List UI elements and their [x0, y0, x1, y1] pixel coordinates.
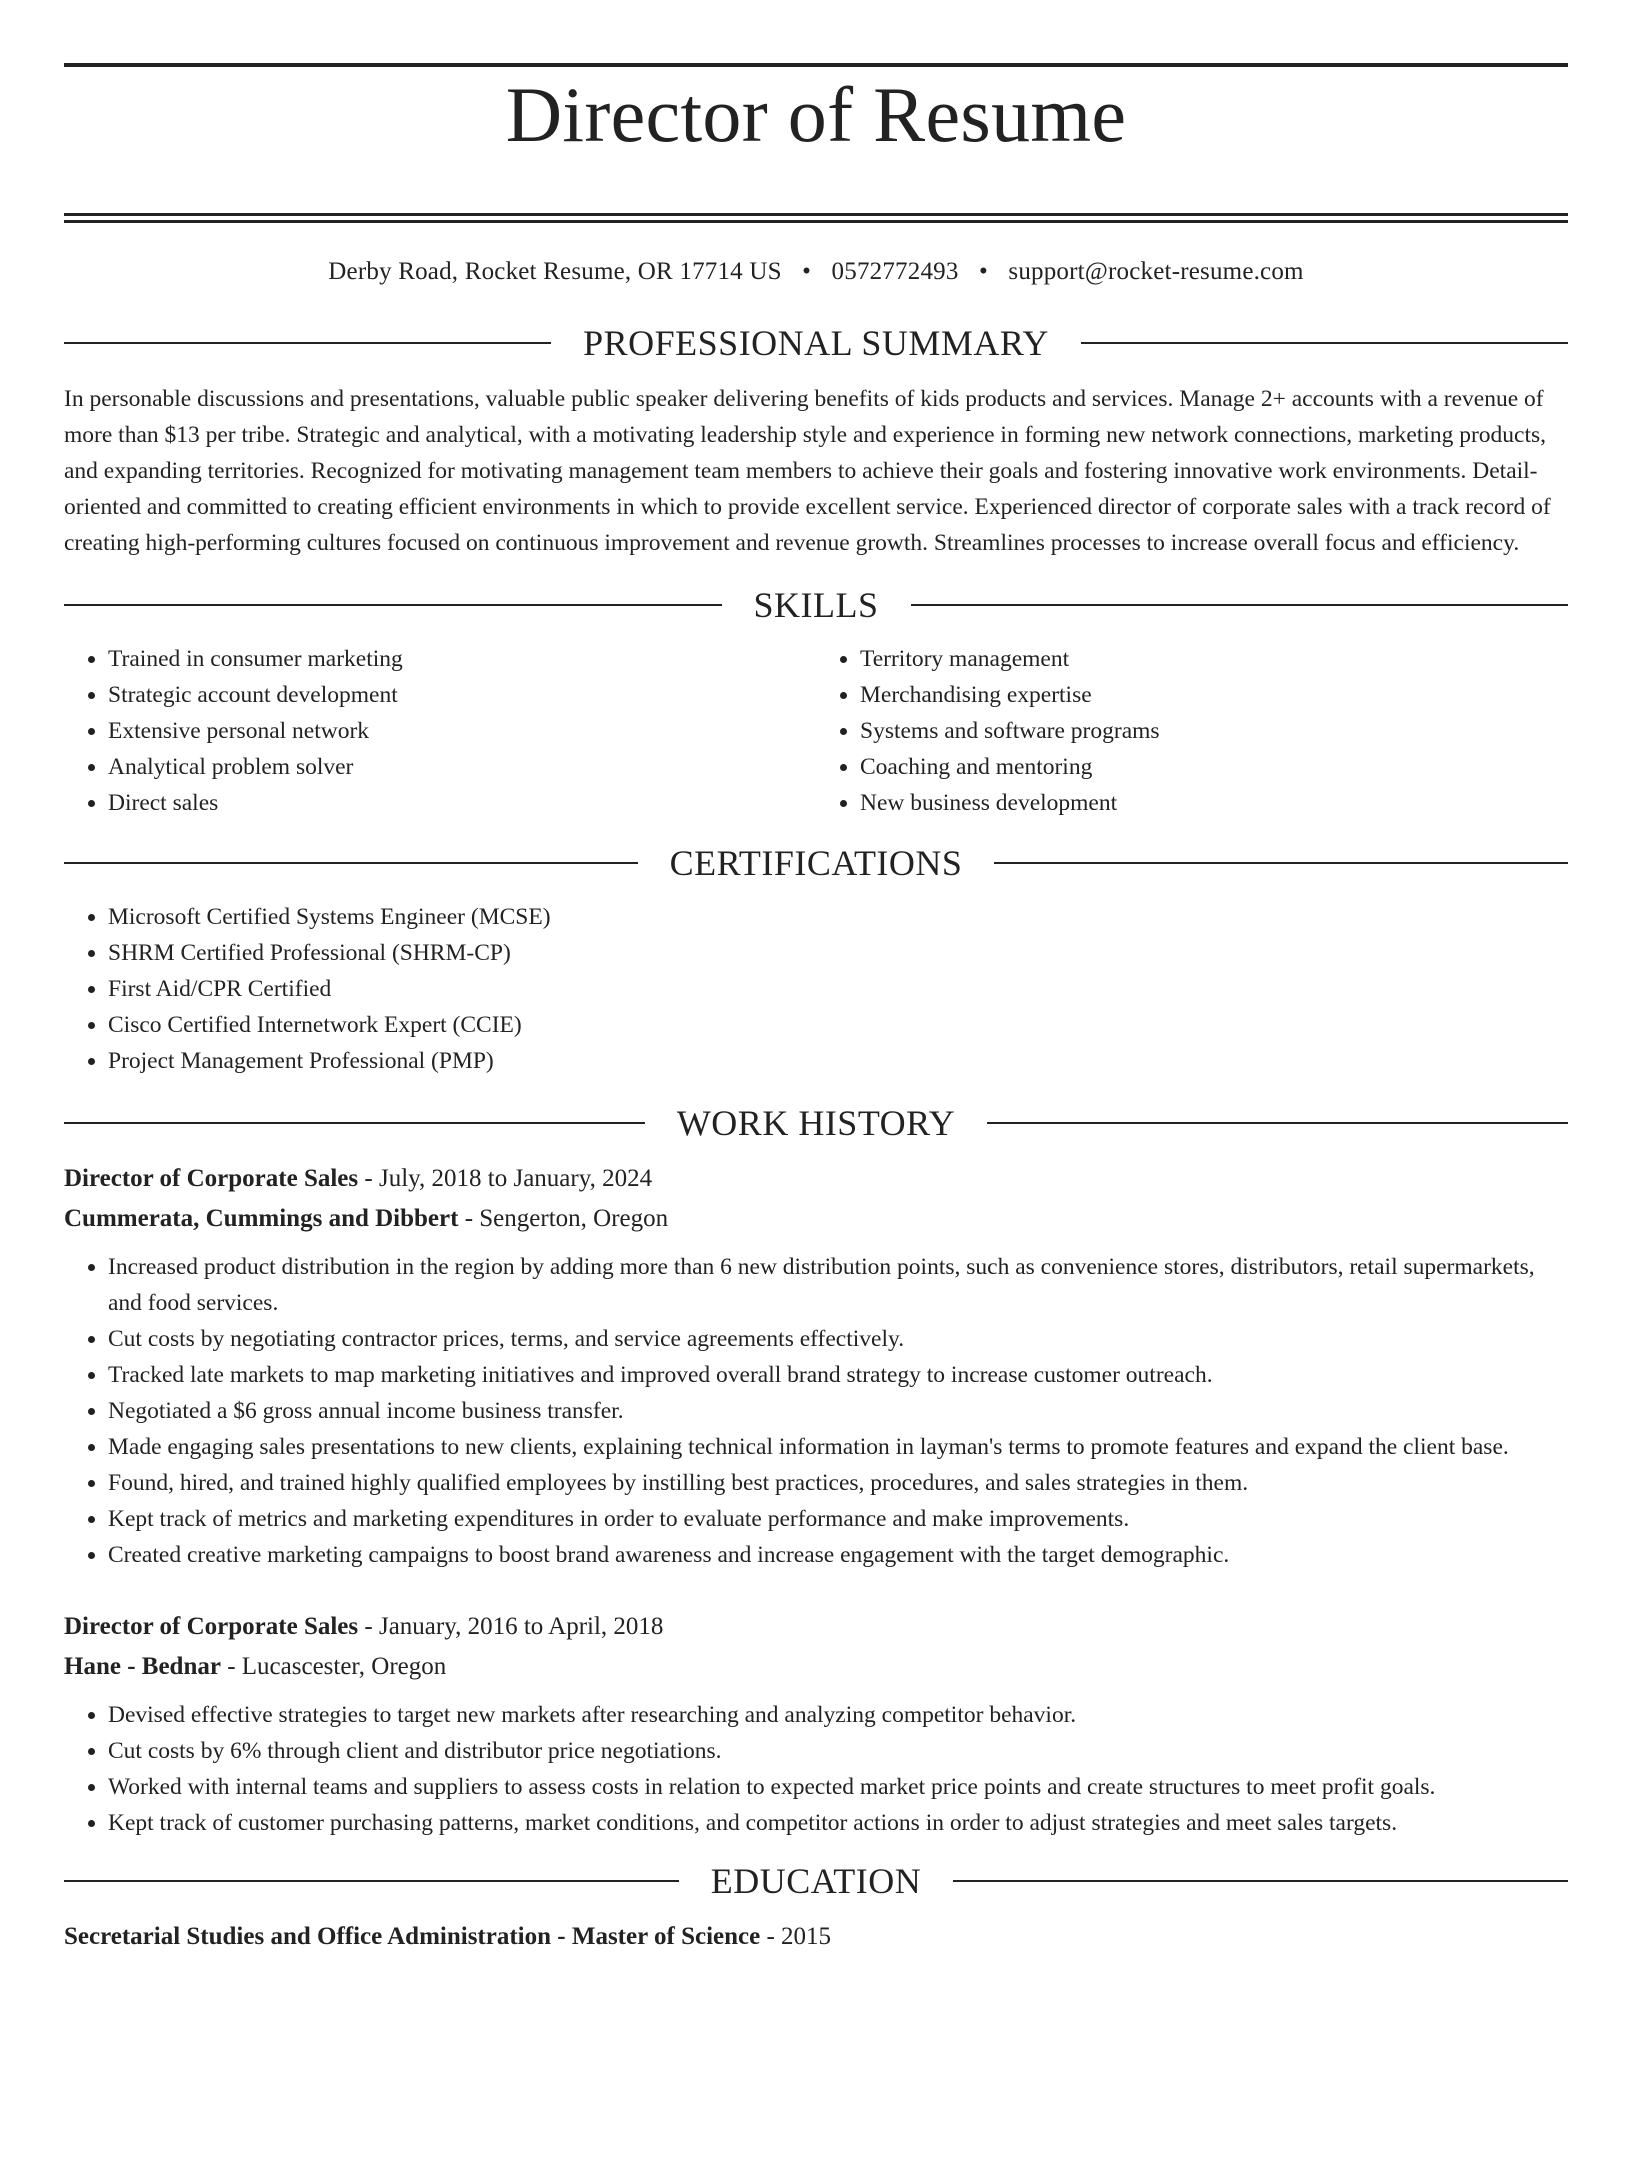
skills-title: SKILLS	[753, 585, 879, 626]
job-bullet: • Cut costs by negotiating contractor prices, terms, and service agreements effectively.	[108, 1321, 1568, 1357]
heading-rule-left	[64, 1122, 645, 1124]
skills-right-list	[816, 641, 1568, 821]
job-dates: - July, 2018 to January, 2024	[358, 1165, 653, 1193]
skill-item: • Coaching and mentoring	[860, 749, 1568, 785]
education-degree: Secretarial Studies and Office Administration - Master of Science	[64, 1923, 761, 1951]
contact-email: support@rocket-resume.com	[1008, 258, 1304, 286]
job-bullet: • Worked with internal teams and suppliers to assess costs in relation to expected market price points and create structures to meet profit goals.	[108, 1769, 1568, 1805]
heading-rule-right	[994, 862, 1568, 864]
job-entry	[64, 1159, 1568, 1573]
skill-item: • Territory management	[860, 641, 1568, 677]
job-title-line	[64, 1159, 1568, 1199]
education-heading	[64, 1859, 1568, 1903]
heading-rule-right	[987, 1122, 1568, 1124]
skill-item: • New business development	[860, 785, 1568, 821]
certifications-list	[64, 899, 1568, 1079]
certification-item: • SHRM Certified Professional (SHRM-CP)	[108, 935, 1568, 971]
skills-column-right	[816, 641, 1568, 821]
summary-heading	[64, 321, 1568, 365]
education-entry	[64, 1917, 1568, 1957]
contact-address: Derby Road, Rocket Resume, OR 17714 US	[328, 258, 782, 286]
job-entry	[64, 1607, 1568, 1841]
job-company: Cummerata, Cummings and Dibbert	[64, 1205, 459, 1233]
certification-item: • First Aid/CPR Certified	[108, 971, 1568, 1007]
skill-item: • Direct sales	[108, 785, 816, 821]
job-company-line	[64, 1199, 1568, 1239]
certification-item: • Project Management Professional (PMP)	[108, 1043, 1568, 1079]
job-bullet: • Kept track of customer purchasing patterns, market conditions, and competitor actions in order to adjust strategies and meet sales targets.	[108, 1805, 1568, 1841]
heading-rule-right	[1081, 342, 1568, 344]
contact-separator: •	[802, 258, 812, 286]
skill-item: • Trained in consumer marketing	[108, 641, 816, 677]
top-rule	[64, 63, 1568, 67]
heading-rule-right	[953, 1880, 1568, 1882]
summary-title: PROFESSIONAL SUMMARY	[583, 323, 1049, 364]
resume-page	[0, 63, 1632, 2175]
summary-text: In personable discussions and presentations, valuable public speaker delivering benefits of kids products and services. Manage 2+ accounts with a revenue of more than $13 per tribe. Strategic and analytical, with a motivating leadership style and experience in forming new network connections, marketing products, and expanding territories. Recognized for motivating management team members to achieve their goals and fostering innovative work environments. Detail-oriented and committed to creating efficient environments in which to provide excellent service. Experienced director of corporate sales with a track record of creating high-performing cultures focused on continuous improvement and revenue growth. Streamlines processes to increase overall focus and efficiency.	[64, 386, 1551, 557]
skills-list	[64, 641, 1568, 821]
job-bullet: • Created creative marketing campaigns to boost brand awareness and increase engagement with the target demographic.	[108, 1537, 1568, 1573]
skill-item: • Extensive personal network	[108, 713, 816, 749]
work-heading	[64, 1101, 1568, 1145]
heading-rule-left	[64, 862, 638, 864]
job-bullet: • Cut costs by 6% through client and distributor price negotiations.	[108, 1733, 1568, 1769]
skills-heading	[64, 583, 1568, 627]
skills-column-left	[64, 641, 816, 821]
contact-phone: 0572772493	[831, 258, 959, 286]
job-bullet: • Made engaging sales presentations to new clients, explaining technical information in layman's terms to promote features and expand the client base.	[108, 1429, 1568, 1465]
education-title: EDUCATION	[710, 1861, 922, 1902]
job-bullet: • Negotiated a $6 gross annual income business transfer.	[108, 1393, 1568, 1429]
job-title: Director of Corporate Sales	[64, 1613, 359, 1641]
heading-rule-left	[64, 1880, 679, 1882]
contact-separator: •	[979, 258, 988, 286]
work-title: WORK HISTORY	[676, 1103, 956, 1144]
skill-item: • Strategic account development	[108, 677, 816, 713]
job-location: - Sengerton, Oregon	[458, 1205, 669, 1233]
job-dates: - January, 2016 to April, 2018	[358, 1613, 664, 1641]
job-title-line	[64, 1607, 1568, 1647]
contact-line	[64, 257, 1568, 287]
job-bullet: • Tracked late markets to map marketing initiatives and improved overall brand strategy to increase customer outreach.	[108, 1357, 1568, 1393]
job-company: Hane - Bednar	[64, 1653, 221, 1681]
skill-item: • Systems and software programs	[860, 713, 1568, 749]
double-rule	[64, 213, 1568, 223]
job-bullets	[64, 1249, 1568, 1573]
job-title: Director of Corporate Sales	[64, 1165, 359, 1193]
skill-item: • Analytical problem solver	[108, 749, 816, 785]
heading-rule-right	[911, 604, 1569, 606]
education-year: - 2015	[760, 1923, 832, 1951]
job-bullets	[64, 1697, 1568, 1841]
job-company-line	[64, 1647, 1568, 1687]
job-location: - Lucascester, Oregon	[220, 1653, 447, 1681]
job-bullet: • Kept track of metrics and marketing expenditures in order to evaluate performance and make improvements.	[108, 1501, 1568, 1537]
certification-item: • Cisco Certified Internetwork Expert (CCIE)	[108, 1007, 1568, 1043]
heading-rule-left	[64, 604, 722, 606]
heading-rule-left	[64, 342, 551, 344]
skills-left-list	[64, 641, 816, 821]
job-bullet: • Increased product distribution in the region by adding more than 6 new distribution points, such as convenience stores, distributors, retail supermarkets, and food services.	[108, 1249, 1568, 1321]
certification-item: • Microsoft Certified Systems Engineer (MCSE)	[108, 899, 1568, 935]
job-bullet: • Found, hired, and trained highly qualified employees by instilling best practices, procedures, and sales strategies in them.	[108, 1465, 1568, 1501]
certifications-heading	[64, 841, 1568, 885]
job-bullet: • Devised effective strategies to target new markets after researching and analyzing competitor behavior.	[108, 1697, 1568, 1733]
certifications-title: CERTIFICATIONS	[669, 843, 963, 884]
skill-item: • Merchandising expertise	[860, 677, 1568, 713]
certifications-bullets	[64, 899, 1568, 1079]
resume-name: Director of Resume	[505, 71, 1127, 158]
